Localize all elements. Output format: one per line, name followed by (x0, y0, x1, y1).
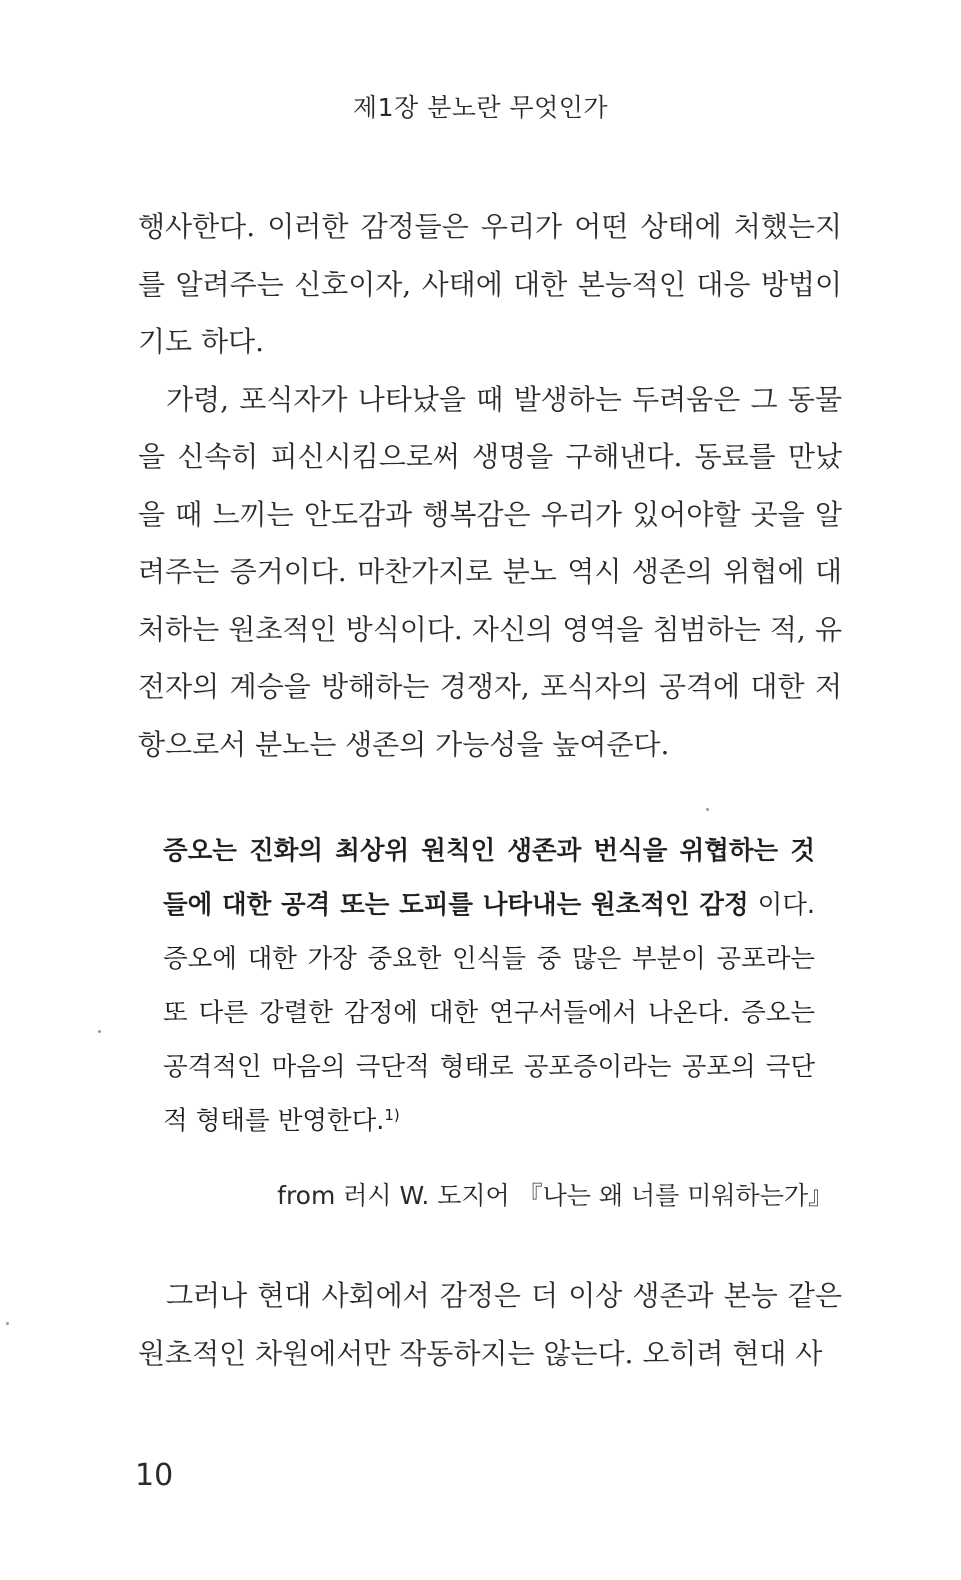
quote-text: 이다. 증오에 대한 가장 중요한 인식들 중 많은 부분이 공포라는 또 다른 강렬한 감정에 대한 연구서들에서 나온다. 증오는 공격적인 마음의 극단적 형태로 공포증이라는 공포의 극단적 형태를 반영한다. (163, 890, 815, 1136)
block-quote (163, 824, 815, 1148)
quote-source: from 러시 W. 도지어 『나는 왜 너를 미워하는가』 (277, 1181, 833, 1210)
paragraph: 가령, 포식자가 나타났을 때 발생하는 두려움은 그 동물을 신속히 피신시킴으로써 생명을 구해낸다. 동료를 만났을 때 느끼는 안도감과 행복감은 우리가 있어야할 곳을 알려주는 증거이다. 마찬가지로 분노 역시 생존의 위협에 대처하는 원초적인 방식이다. 자신의 영역을 침범하는 적, 유전자의 계승을 방해하는 경쟁자, 포식자의 공격에 대한 저항으로서 분노는 생존의 가능성을 높여준다. (138, 382, 842, 761)
scan-speck (706, 808, 709, 811)
body-text-top (138, 198, 842, 773)
paragraph: 행사한다. 이러한 감정들은 우리가 어떤 상태에 처했는지를 알려주는 신호이자, 사태에 대한 본능적인 대응 방법이기도 하다. (138, 210, 842, 358)
paragraph: 그러나 현대 사회에서 감정은 더 이상 생존과 본능 같은 원초적인 차원에서만 작동하지는 않는다. 오히려 현대 사 (138, 1279, 842, 1370)
scan-speck (6, 1322, 9, 1325)
scan-speck (98, 1030, 101, 1033)
page-number: 10 (135, 1458, 174, 1493)
quote-emphasis: 증오는 진화의 최상위 원칙인 생존과 번식을 위협하는 것들에 대한 공격 또는 도피를 나타내는 원초적인 감정 (163, 836, 815, 920)
body-text-bottom (138, 1267, 842, 1382)
running-head: 제1장 분노란 무엇인가 (352, 93, 609, 122)
footnote-mark: 1) (384, 1106, 400, 1124)
